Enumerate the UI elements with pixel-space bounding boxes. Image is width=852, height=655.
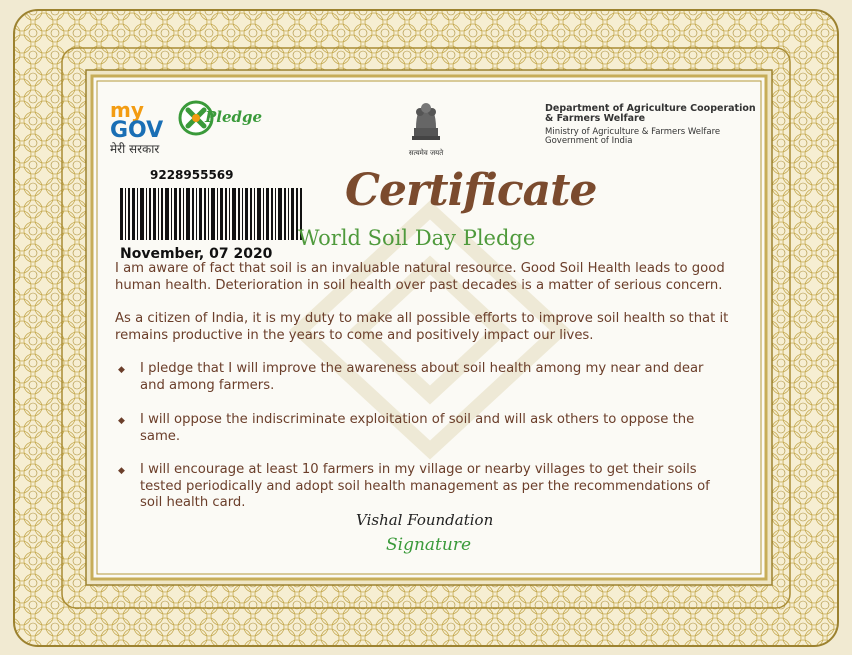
bullet-icon: ◆: [118, 416, 125, 426]
foundation-name: Vishal Foundation: [356, 511, 494, 529]
certificate-subtitle: World Soil Day Pledge: [298, 226, 536, 250]
pledge-item: I will oppose the indiscriminate exploitation of soil and will ask others to oppose the same.: [140, 412, 695, 444]
serial-number: 9228955569: [150, 168, 234, 182]
emblem-caption: सत्यमेव जयते: [408, 149, 444, 157]
dept-line-1: Department of Agriculture Cooperation: [545, 103, 756, 114]
dept-line-2: & Farmers Welfare: [545, 113, 646, 125]
pledge-logo-text: Pledge: [205, 108, 263, 126]
barcode-icon: [120, 188, 302, 240]
pledge-item: I pledge that I will improve the awareness about soil health among my near and dear and among farmers.: [140, 361, 704, 393]
mygov-logo-hindi: मेरी सरकार: [110, 142, 160, 156]
pledge-item: I will encourage at least 10 farmers in my village or nearby villages to get their soils tested periodically and adopt soil health management as per the recommendations of soil health card.: [140, 462, 710, 510]
bullet-icon: ◆: [118, 466, 125, 476]
dept-line-3: Ministry of Agriculture & Farmers Welfare: [545, 126, 721, 137]
certificate-title: Certificate: [345, 165, 597, 216]
mygov-logo: [110, 100, 163, 155]
department-block: [545, 104, 756, 147]
mygov-logo-my: my: [110, 98, 144, 122]
mygov-logo-gov: GOV: [110, 118, 164, 143]
dept-line-4: Government of India: [545, 136, 633, 147]
bullet-icon: ◆: [118, 365, 125, 375]
signature-label: Signature: [386, 535, 472, 555]
pledge-paragraph-2: As a citizen of India, it is my duty to make all possible efforts to improve soil health so that it remains productive in the years to come and positively impact our lives.: [115, 311, 729, 343]
pledge-paragraph-1: I am aware of fact that soil is an invaluable natural resource. Good Soil Health leads to good human health. Deterioration in soil health over past decades is a matter of serious concern.: [115, 261, 725, 293]
certificate-date: November, 07 2020: [120, 246, 273, 262]
national-emblem-icon: [408, 98, 444, 148]
